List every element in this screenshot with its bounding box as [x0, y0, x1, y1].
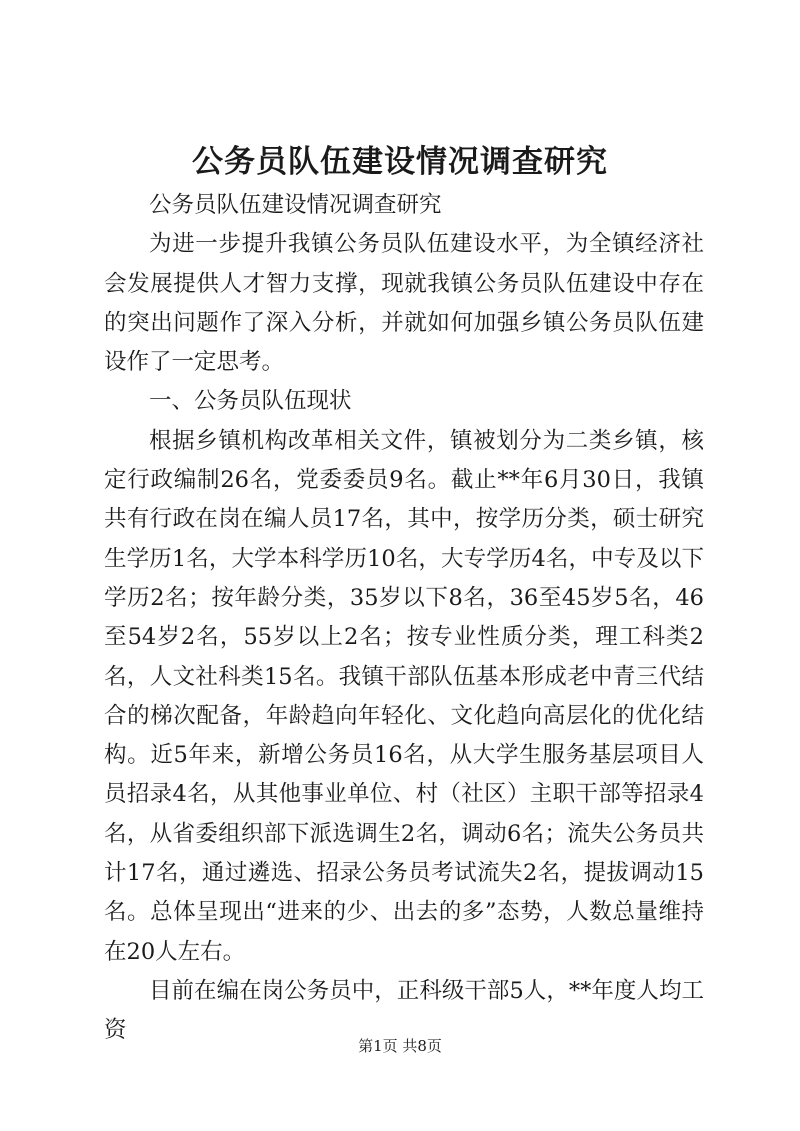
continuation-paragraph: 目前在编在岗公务员中，正科级干部5人，**年度人均工资 [104, 977, 704, 1044]
document-title: 公务员队伍建设情况调查研究 [192, 144, 608, 180]
intro-paragraph: 为进一步提升我镇公务员队伍建设水平，为全镇经济社会发展提供人才智力支撑，现就我镇公务员队伍建设中存在的突出问题作了深入分析，并就如何加强乡镇公务员队伍建设作了一定思考。 [104, 231, 704, 376]
page-footer: 第1页 共8页 [358, 1037, 442, 1055]
document-body [104, 186, 704, 1051]
status-paragraph: 根据乡镇机构改革相关文件，镇被划分为二类乡镇，核定行政编制26名，党委委员9名。截止**年6月30日，我镇共有行政在岗在编人员17名，其中，按学历分类，硕士研究生学历1名，大学本科学历10名，大专学历4名，中专及以下学历2名；按年龄分类，35岁以下8名，36至45岁5名，46至54岁2名，55岁以上2名；按专业性质分类，理工科类2名，人文社科类15名。我镇干部队伍基本形成老中青三代结合的梯次配备，年龄趋向年轻化、文化趋向高层化的优化结构。近5年来，新增公务员16名，从大学生服务基层项目人员招录4名，从其他事业单位、村（社区）主职干部等招录4名，从省委组织部下派选调生2名，调动6名；流失公务员共计17名，通过遴选、招录公务员考试流失2名，提拔调动15名。总体呈现出“进来的少、出去的多”态势，人数总量维持在20人左右。 [104, 427, 704, 965]
subtitle-paragraph: 公务员队伍建设情况调查研究 [149, 192, 442, 218]
section-heading: 一、公务员队伍现状 [149, 388, 352, 415]
